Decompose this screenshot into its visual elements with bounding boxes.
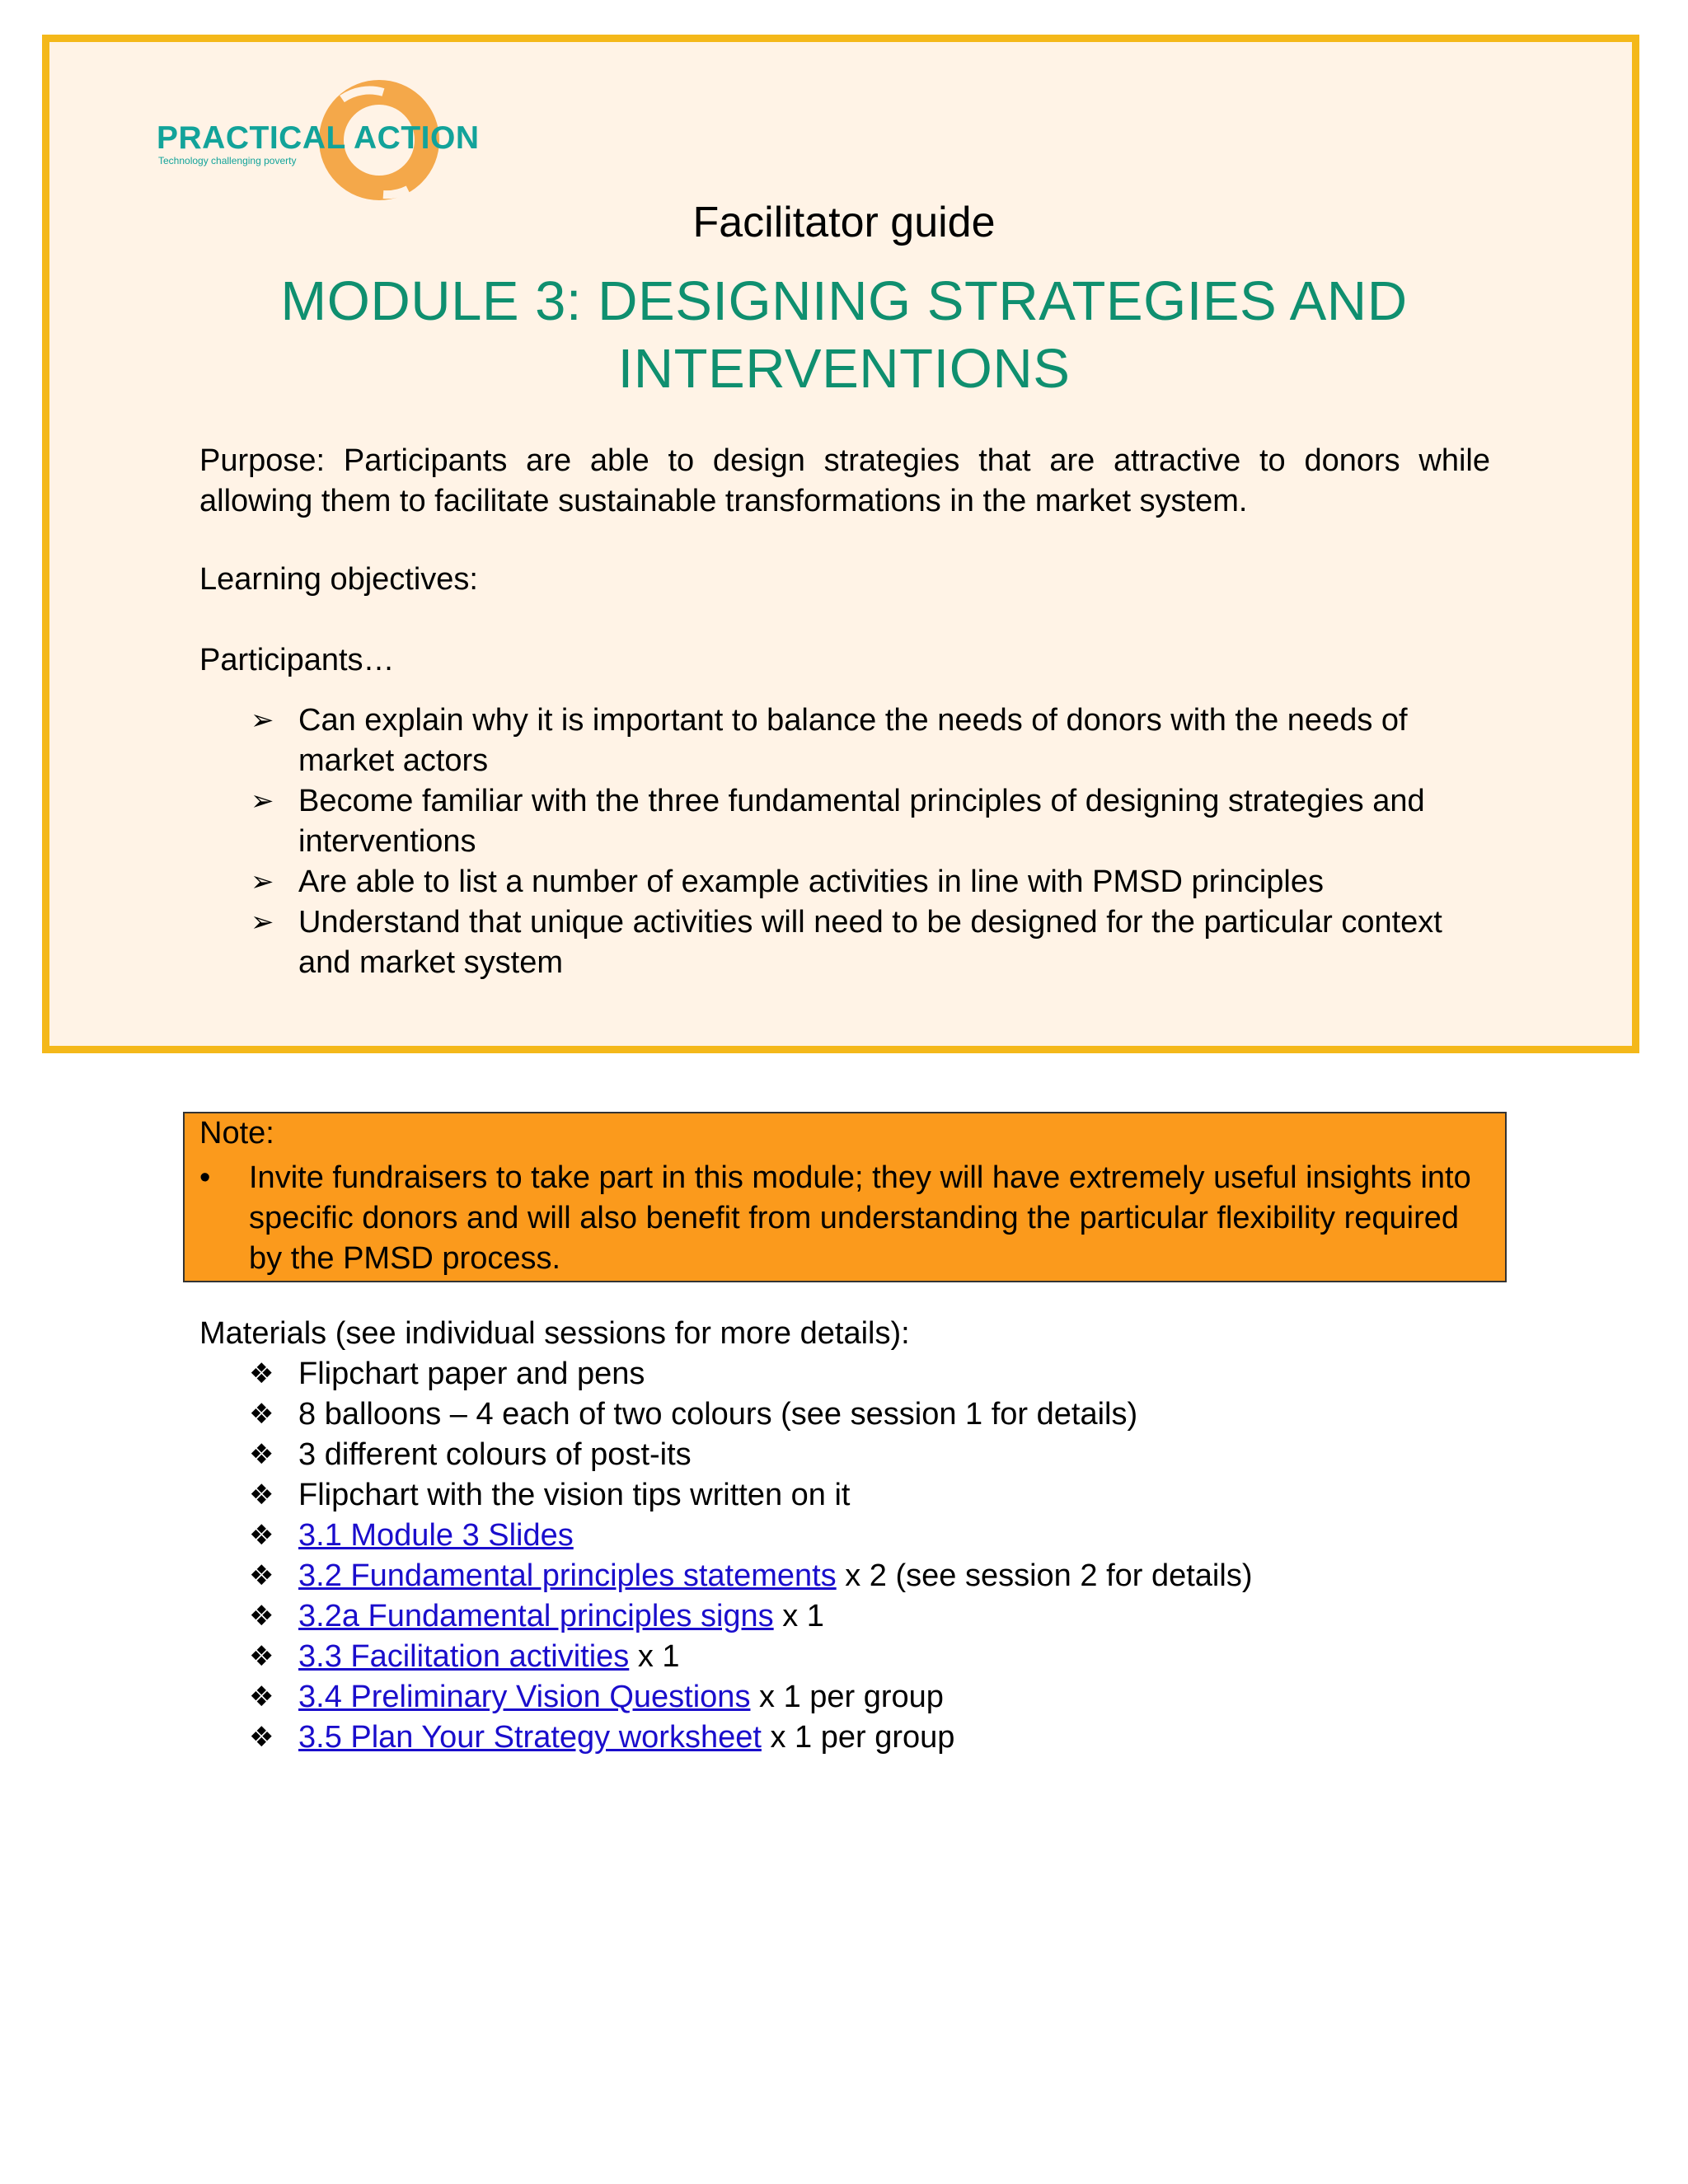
objective-item [199, 902, 1502, 983]
material-item [199, 1718, 1518, 1758]
diamond-bullet-icon: ❖ [249, 1681, 274, 1713]
material-text: 3 different colours of post-its [298, 1437, 692, 1472]
diamond-bullet-icon: ❖ [249, 1439, 274, 1470]
learning-objectives-heading: Learning objectives: [199, 562, 478, 597]
module-title-line1: MODULE 3: DESIGNING STRATEGIES AND [280, 270, 1408, 332]
purpose-statement: Purpose: Participants are able to design strategies that are attractive to donors while allowing them to facilitate sustainable transformations in the market system. [199, 443, 1490, 518]
diamond-bullet-icon: ❖ [249, 1560, 274, 1591]
arrow-bullet-icon: ➢ [251, 866, 274, 898]
objective-text: Understand that unique activities will need to be designed for the particular context and market system [298, 905, 1442, 980]
diamond-bullet-icon: ❖ [249, 1399, 274, 1430]
diamond-bullet-icon: ❖ [249, 1479, 274, 1511]
material-item [199, 1637, 1518, 1677]
material-text: x 1 [629, 1639, 680, 1674]
material-text: 8 balloons – 4 each of two colours (see session 1 for details) [298, 1397, 1138, 1432]
arrow-bullet-icon: ➢ [251, 907, 274, 938]
material-text: x 1 per group [761, 1720, 955, 1755]
material-text: x 2 (see session 2 for details) [836, 1558, 1253, 1593]
material-text: x 1 per group [750, 1680, 944, 1714]
material-item [199, 1394, 1518, 1435]
material-text: Flipchart with the vision tips written on it [298, 1478, 851, 1512]
logo-wordmark: PRACTICAL ACTION [157, 120, 480, 156]
module-title [247, 268, 1441, 403]
objectives-list [199, 701, 1502, 983]
objective-text: Are able to list a number of example activities in line with PMSD principles [298, 865, 1324, 899]
diamond-bullet-icon: ❖ [249, 1722, 274, 1753]
note-bold-text: Invite fundraisers to take part in this module; [249, 1160, 864, 1195]
note-heading: Note: [199, 1116, 274, 1151]
material-item [199, 1596, 1518, 1637]
note-text [249, 1158, 1485, 1279]
material-text: x 1 [773, 1599, 824, 1633]
objective-text: Become familiar with the three fundamental principles of designing strategies and interventions [298, 784, 1425, 859]
strategy-worksheet-link[interactable]: 3.5 Plan Your Strategy worksheet [298, 1720, 762, 1755]
diamond-bullet-icon: ❖ [249, 1520, 274, 1551]
material-item [199, 1354, 1518, 1394]
note-rest-text: they will have extremely useful insights into specific donors and will also benefit from understanding the particular flexibility required by the PMSD process. [249, 1160, 1471, 1276]
guide-title: Facilitator guide [692, 199, 996, 246]
note-bullet-icon: • [199, 1160, 211, 1195]
participants-intro: Participants… [199, 643, 395, 677]
principles-signs-link[interactable]: 3.2a Fundamental principles signs [298, 1599, 774, 1633]
arrow-bullet-icon: ➢ [251, 785, 274, 817]
arrow-bullet-icon: ➢ [251, 705, 274, 736]
material-item [199, 1435, 1518, 1475]
objective-item [199, 701, 1502, 781]
material-item [199, 1516, 1518, 1556]
material-item [199, 1677, 1518, 1718]
logo-tagline: Technology challenging poverty [158, 155, 297, 166]
materials-list [199, 1354, 1518, 1758]
vision-questions-link[interactable]: 3.4 Preliminary Vision Questions [298, 1680, 751, 1714]
diamond-bullet-icon: ❖ [249, 1641, 274, 1672]
material-item [199, 1556, 1518, 1596]
objective-text: Can explain why it is important to balance the needs of donors with the needs of market actors [298, 703, 1408, 778]
module-3-slides-link[interactable]: 3.1 Module 3 Slides [298, 1518, 574, 1553]
diamond-bullet-icon: ❖ [249, 1358, 274, 1390]
objective-item [199, 862, 1502, 902]
diamond-bullet-icon: ❖ [249, 1601, 274, 1632]
principles-statements-link[interactable]: 3.2 Fundamental principles statements [298, 1558, 837, 1593]
material-item [199, 1475, 1518, 1516]
material-text: Flipchart paper and pens [298, 1357, 645, 1391]
facilitation-activities-link[interactable]: 3.3 Facilitation activities [298, 1639, 630, 1674]
objective-item [199, 781, 1502, 862]
materials-heading: Materials (see individual sessions for more details): [199, 1316, 910, 1351]
module-title-line2: INTERVENTIONS [617, 338, 1071, 400]
